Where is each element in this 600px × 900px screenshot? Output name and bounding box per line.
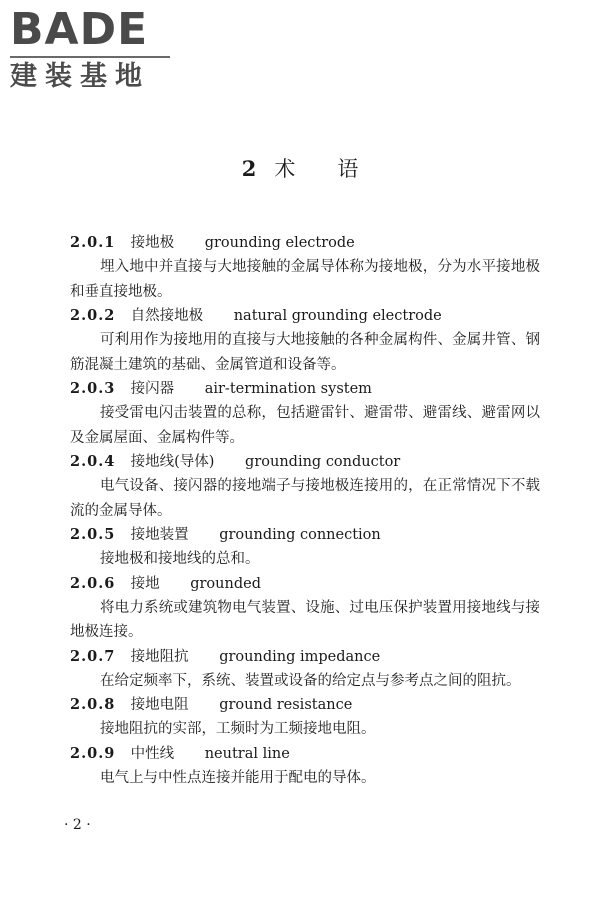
term-number: 2.0.1	[70, 234, 116, 251]
term-chinese-name: 接地电阻	[130, 697, 189, 713]
page-number: · 2 ·	[64, 817, 91, 833]
term-english-name: ground resistance	[219, 697, 353, 713]
terms-list	[70, 231, 540, 790]
term-item	[70, 377, 540, 450]
term-chinese-name: 接闪器	[130, 381, 175, 397]
term-english-name: air-termination system	[204, 381, 372, 397]
term-definition: 可利用作为接地用的直接与大地接触的各种金属构件、金属井管、钢筋混凝土建筑的基础、金属管道和设备等。	[70, 332, 540, 373]
term-chinese-name: 自然接地极	[130, 308, 204, 324]
term-definition: 接地阻抗的实部，工频时为工频接地电阻。	[100, 721, 376, 737]
term-item	[70, 450, 540, 523]
term-heading	[70, 450, 540, 474]
chapter-title-char-2: 语	[337, 157, 359, 181]
logo-wordmark: BADE	[10, 4, 149, 55]
term-english-name: grounding connection	[219, 527, 381, 543]
term-definition: 在给定频率下，系统、装置或设备的给定点与参考点之间的阻抗。	[100, 672, 521, 689]
term-heading	[70, 231, 540, 255]
term-heading	[70, 377, 540, 401]
term-heading	[70, 304, 540, 328]
term-chinese-name: 接地极	[130, 235, 175, 251]
term-heading	[70, 693, 540, 717]
term-number: 2.0.6	[70, 574, 116, 592]
term-item	[70, 572, 540, 645]
term-number: 2.0.8	[70, 696, 116, 713]
term-item	[70, 645, 540, 694]
term-english-name: grounded	[190, 575, 261, 592]
term-english-name: neutral line	[204, 745, 290, 762]
term-chinese-name: 中性线	[130, 745, 175, 762]
term-definition: 将电力系统或建筑物电气装置、设施、过电压保护装置用接地线与接地极连接。	[70, 599, 540, 640]
term-definition: 埋入地中并直接与大地接触的金属导体称为接地极，分为水平接地极和垂直接地极。	[70, 259, 540, 300]
term-english-name: grounding conductor	[245, 454, 401, 470]
term-definition: 电气上与中性点连接并能用于配电的导体。	[100, 769, 376, 786]
logo-divider	[10, 56, 170, 58]
chapter-title-char-1: 术	[274, 157, 296, 181]
term-item	[70, 304, 540, 377]
term-number: 2.0.4	[70, 453, 116, 470]
term-number: 2.0.2	[70, 307, 116, 324]
term-chinese-name: 接地	[130, 575, 160, 592]
term-heading	[70, 742, 540, 766]
term-definition: 接地极和接地线的总和。	[100, 551, 260, 567]
term-definition: 接受雷电闪击装置的总称，包括避雷针、避雷带、避雷线、避雷网以及金属屋面、金属构件等。	[70, 405, 540, 446]
term-english-name: natural grounding electrode	[233, 308, 442, 324]
brand-logo	[10, 4, 175, 92]
term-number: 2.0.9	[70, 744, 116, 762]
term-chinese-name: 接地阻抗	[130, 648, 189, 665]
term-english-name: grounding electrode	[204, 235, 355, 251]
term-chinese-name: 接地线(导体)	[130, 454, 215, 470]
chapter-title	[0, 155, 600, 183]
term-number: 2.0.5	[70, 526, 116, 543]
logo-subtitle: 建装基地	[10, 61, 150, 92]
term-number: 2.0.7	[70, 647, 116, 665]
term-heading	[70, 523, 540, 547]
chapter-number: 2	[241, 156, 257, 181]
term-definition: 电气设备、接闪器的接地端子与接地极连接用的，在正常情况下不载流的金属导体。	[70, 478, 540, 519]
term-heading	[70, 572, 540, 596]
term-chinese-name: 接地装置	[130, 527, 189, 543]
term-item	[70, 231, 540, 304]
term-item	[70, 693, 540, 742]
term-english-name: grounding impedance	[219, 648, 381, 665]
term-number: 2.0.3	[70, 380, 116, 397]
term-heading	[70, 645, 540, 669]
term-item	[70, 742, 540, 791]
term-item	[70, 523, 540, 572]
